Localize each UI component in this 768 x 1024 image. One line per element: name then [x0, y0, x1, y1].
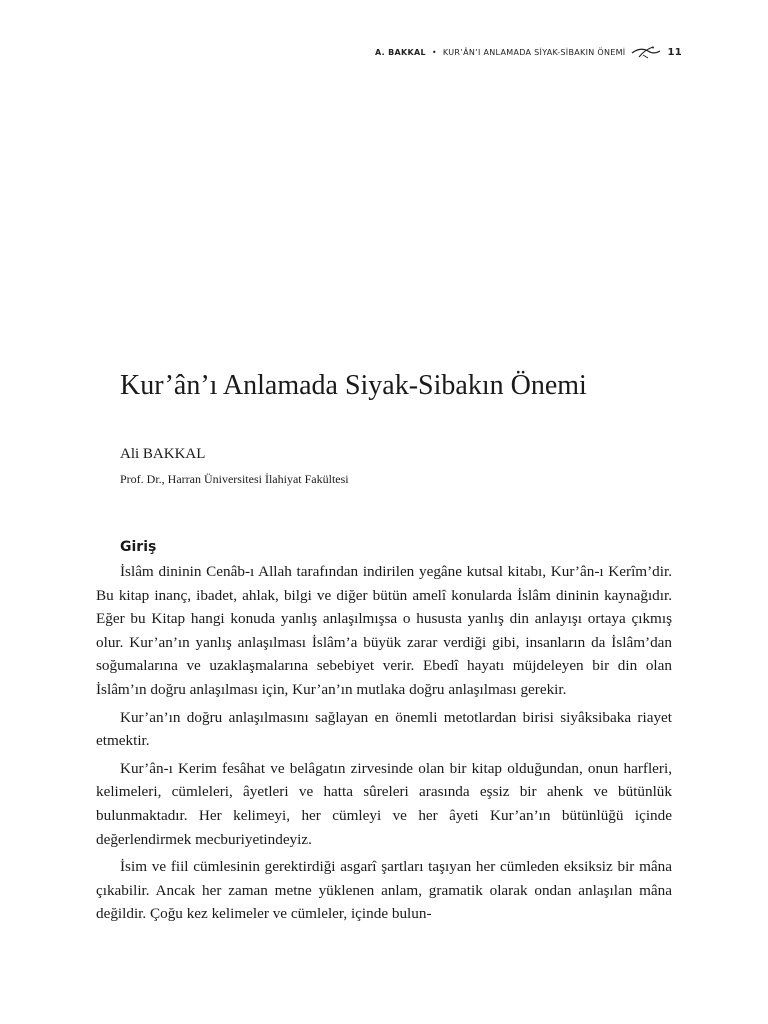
section-heading: Giriş [120, 539, 157, 555]
header-running-title: KUR’ÂN’I ANLAMADA SİYAK-SİBAKIN ÖNEMİ [442, 47, 626, 57]
running-header [375, 45, 682, 59]
paragraph: Kur’ân-ı Kerim fesâhat ve belâgatın zirvesinde olan bir kitap olduğundan, onun harfleri, kelimeleri, cümleleri, âyetleri ve hatta sûreleri arasında eşsiz bir ahenk ve bütünlük bulunmaktadır. Her kelimeyi, her cümleyi ve her âyeti Kur’an’ın bütünlüğü içinde değerlendirmek mecburiyetindeyiz. [96, 759, 672, 848]
paragraph: İslâm dininin Cenâb-ı Allah tarafından indirilen yegâne kutsal kitabı, Kur’ân-ı Kerîm’dir. Bu kitap inanç, ibadet, ahlak, bilgi ve diğer bütün amelî konularda İslâm dininin kaynağıdır. Eğer bu Kitap hangi konuda yanlış anlaşılmışsa o hususta yanlış din anlayışı ortaya çıkmış olur. Kur’an’ın yanlış anlaşılması İslâm’a büyük zarar verdiği gibi, insanların da İslâm’dan soğumalarına ve uzaklaşmalarına sebebiyet verir. Ebedî hayatı müjdeleyen bir din olan İslâm’ın doğru anlaşılması için, Kur’an’ın mutlaka doğru anlaşılması gerekir. [96, 563, 672, 698]
article-title: Kur’ân’ı Anlamada Siyak-Sibakın Önemi [120, 370, 587, 401]
author-affiliation: Prof. Dr., Harran Üniversitesi İlahiyat Fakültesi [120, 472, 349, 486]
calligraphic-ornament-icon [631, 45, 661, 59]
page-number: 11 [667, 46, 682, 58]
paragraph: Kur’an’ın doğru anlaşılmasını sağlayan en önemli metotlardan birisi siyâksibaka riayet etmektir. [96, 708, 672, 750]
header-separator: • [431, 47, 437, 57]
paragraph: İsim ve fiil cümlesinin gerektirdiği asgarî şartları taşıyan her cümleden eksiksiz bir mâna çıkabilir. Ancak her zaman metne yüklenen anlam, gramatik olarak ondan anlaşılan mâna değildir. Çoğu kez kelimeler ve cümleler, içinde bulun- [96, 858, 672, 923]
header-author: A. BAKKAL [375, 47, 426, 57]
article-body [96, 537, 672, 930]
author-name: Ali BAKKAL [120, 446, 206, 462]
